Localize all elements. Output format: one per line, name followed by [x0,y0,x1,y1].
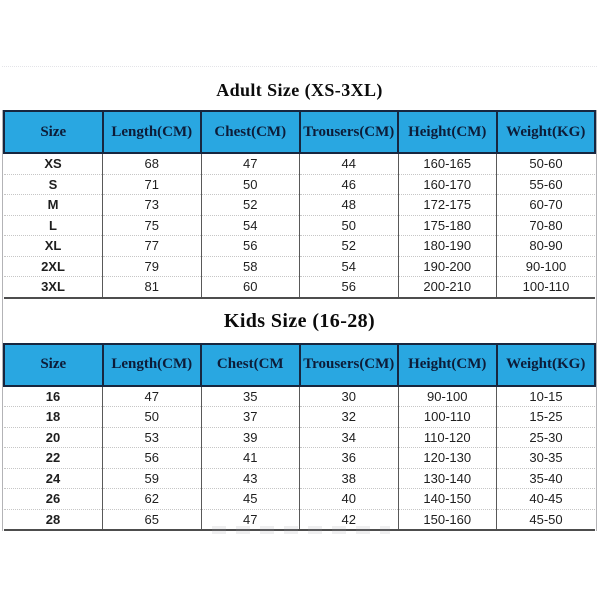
table-cell: 42 [300,509,399,530]
table-cell: M [4,195,103,216]
table-cell: 45 [201,489,300,510]
table-cell: 65 [103,509,202,530]
table-cell: 90-100 [398,386,497,407]
table-cell: 25-30 [497,427,596,448]
table-cell: 37 [201,407,300,428]
table-row [4,195,595,216]
table-cell: 90-100 [497,256,596,277]
table-cell: S [4,174,103,195]
table-cell: 30 [300,386,399,407]
table-row [4,427,595,448]
size-chart [2,66,597,531]
table-row [4,468,595,489]
table-cell: 180-190 [398,236,497,257]
column-header: Weight(KG) [497,111,596,153]
table-cell: 50-60 [497,153,596,174]
table-cell: 110-120 [398,427,497,448]
table-cell: 34 [300,427,399,448]
table-cell: L [4,215,103,236]
table-cell: 2XL [4,256,103,277]
table-cell: 28 [4,509,103,530]
table-cell: 10-15 [497,386,596,407]
table-cell: 62 [103,489,202,510]
table-cell: 73 [103,195,202,216]
table-cell: 60-70 [497,195,596,216]
table-row [4,386,595,407]
kids-size-table [3,343,596,532]
table-cell: 3XL [4,277,103,298]
table-row [4,153,595,174]
kids-size-title: Kids Size (16-28) [223,309,376,332]
tables-bordered-area [2,110,597,531]
table-cell: 35 [201,386,300,407]
table-cell: 120-130 [398,448,497,469]
table-cell: 190-200 [398,256,497,277]
table-cell: 200-210 [398,277,497,298]
column-header: Chest(CM) [201,111,300,153]
table-cell: 20 [4,427,103,448]
table-row [4,215,595,236]
table-cell: 100-110 [497,277,596,298]
adult-size-title: Adult Size (XS-3XL) [216,80,383,100]
table-cell: 50 [103,407,202,428]
table-cell: XS [44,156,62,172]
table-cell: 35-40 [497,468,596,489]
column-header: Weight(KG) [497,344,596,386]
column-header: Trousers(CM) [300,344,399,386]
table-cell: 71 [103,174,202,195]
table-cell: 56 [300,277,399,298]
table-cell: 47 [201,153,300,174]
table-cell: 47 [103,386,202,407]
column-header: Height(CM) [398,111,497,153]
column-header: Height(CM) [398,344,497,386]
table-cell: 54 [201,215,300,236]
adult-size-table [3,110,596,299]
table-cell: 80-90 [497,236,596,257]
table-cell: 15-25 [497,407,596,428]
table-row [4,489,595,510]
table-cell: 40-45 [497,489,596,510]
column-header: Trousers(CM) [300,111,399,153]
table-row [4,448,595,469]
scan-artifact [212,526,390,534]
column-header: Length(CM) [103,344,202,386]
table-cell: 26 [4,489,103,510]
table-cell: 55-60 [497,174,596,195]
table-cell: 18 [4,407,103,428]
table-cell: 70-80 [497,215,596,236]
table-cell: 160-170 [398,174,497,195]
column-header: Chest(CM [201,344,300,386]
table-cell: 39 [201,427,300,448]
table-cell: 50 [300,215,399,236]
header-row [4,344,595,386]
table-cell: 52 [300,236,399,257]
table-cell: 59 [103,468,202,489]
table-row [4,407,595,428]
table-cell: 160-165 [398,153,497,174]
table-cell: 22 [4,448,103,469]
table-cell: 81 [103,277,202,298]
table-row [4,256,595,277]
table-row [4,277,595,298]
table-cell: 75 [103,215,202,236]
table-cell: 43 [201,468,300,489]
table-row [4,174,595,195]
table-cell: 32 [300,407,399,428]
table-cell: 60 [201,277,300,298]
table-cell: 79 [103,256,202,277]
table-cell: 45-50 [497,509,596,530]
table-cell: 47 [201,509,300,530]
table-cell: 175-180 [398,215,497,236]
table-cell: 16 [45,388,61,404]
table-cell: 54 [300,256,399,277]
column-header: Size [4,344,103,386]
table-cell: 46 [300,174,399,195]
table-cell: 58 [201,256,300,277]
table-cell: 50 [201,174,300,195]
table-cell: 38 [300,468,399,489]
table-cell: 56 [103,448,202,469]
table-cell: 48 [300,195,399,216]
table-cell: 52 [201,195,300,216]
column-header: Size [4,111,103,153]
table-cell: 56 [201,236,300,257]
table-cell: 150-160 [398,509,497,530]
table-cell: 53 [103,427,202,448]
table-row [4,236,595,257]
table-cell: 44 [300,153,399,174]
header-row [4,111,595,153]
table-cell: 41 [201,448,300,469]
table-cell: 100-110 [398,407,497,428]
table-cell: 24 [4,468,103,489]
table-cell: 172-175 [398,195,497,216]
table-cell: 36 [300,448,399,469]
table-cell: 77 [103,236,202,257]
table-cell: 68 [103,153,202,174]
table-cell: XL [4,236,103,257]
table-cell: 30-35 [497,448,596,469]
table-cell: 40 [300,489,399,510]
table-cell: 140-150 [398,489,497,510]
table-cell: 130-140 [398,468,497,489]
column-header: Length(CM) [103,111,202,153]
